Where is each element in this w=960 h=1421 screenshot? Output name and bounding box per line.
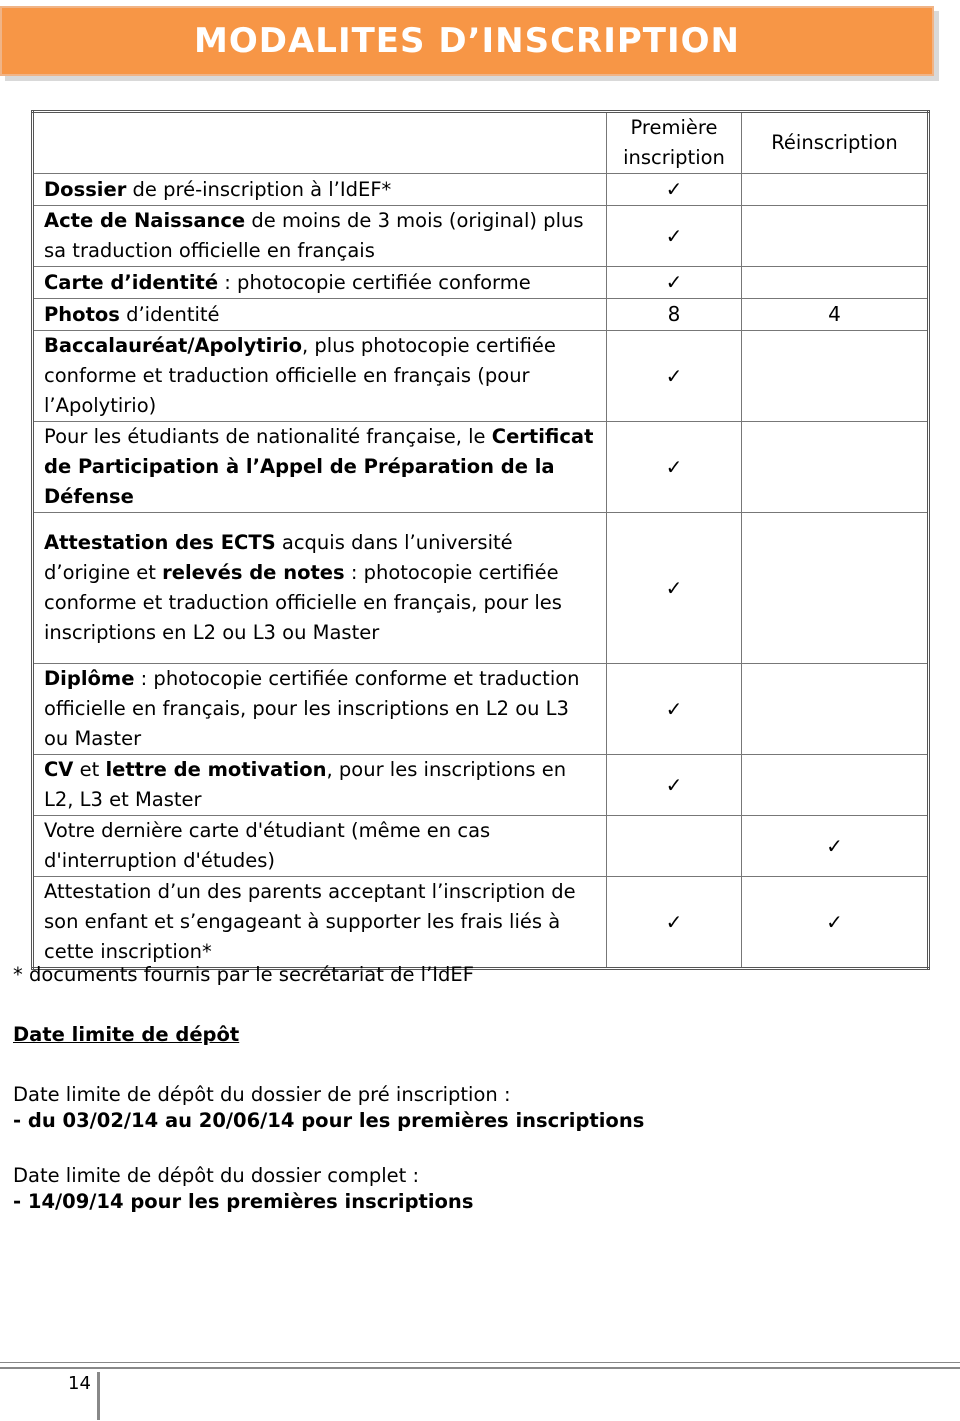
row-description-text: , plus photocopie certifiée conforme et traduction officielle en français (pour l’Apolytirio) [44,334,556,417]
row-description [33,664,607,755]
footnote: * documents fournis par le secrétariat de l’IdEF [13,963,474,986]
deadline-pre-value: - du 03/02/14 au 20/06/14 pour les premières inscriptions [13,1109,645,1132]
footer-rule [0,1362,960,1369]
table-row [33,755,929,816]
header-empty-cell [33,112,607,174]
row-description-text: de pré-inscription à l’IdEF* [126,177,392,201]
row-description [33,422,607,513]
first-inscription-cell [607,816,742,877]
reinscription-cell [742,664,929,755]
deadline-complete-file [13,1163,473,1215]
row-description-text: acquis dans l’université d’origine et [44,531,513,584]
row-description-text: : photocopie certifiée conforme et traduction officielle en français, pour les inscriptions en L2 ou L3 ou Master [44,561,562,644]
row-description-bold-text: Diplôme [44,667,135,690]
first-inscription-cell [607,664,742,755]
page-title-banner [0,6,934,76]
row-description-text: : photocopie certifiée conforme et traduction officielle en français, pour les inscriptions en L2 ou L3 ou Master [44,667,580,750]
row-description [33,331,607,422]
row-description-text: : photocopie certifiée conforme [218,270,531,294]
row-description-text: Votre dernière carte d'étudiant (même en cas d'interruption d'études) [44,819,491,872]
header-reinscription: Réinscription [742,112,929,174]
table-row [33,267,929,299]
row-description-bold-text: lettre de motivation [105,758,327,781]
table-row [33,513,929,664]
row-description-bold-text: Dossier [44,177,127,201]
first-inscription-cell [607,174,742,206]
row-description-bold-text: Baccalauréat/Apolytirio [44,334,303,357]
row-description [33,877,607,969]
row-description-bold-text: Carte d’identité [44,270,219,294]
row-description-text: Attestation d’un des parents acceptant l’inscription de son enfant et s’engageant à supporter les frais liés à cette inscription* [44,880,576,963]
cell-value: 8 [667,302,681,326]
row-description [33,206,607,267]
header-first-inscription [607,112,742,174]
reinscription-cell [742,206,929,267]
row-description-text: de moins de 3 mois (original) plus sa traduction officielle en français [44,209,584,262]
row-description [33,816,607,877]
deadline-pre-inscription [13,1082,644,1134]
table-row [33,422,929,513]
reinscription-cell [742,299,929,331]
table-row [33,174,929,206]
header-first-inscription-line1: Première [630,116,718,139]
reinscription-cell [742,755,929,816]
checkmark-icon: ✓ [665,223,683,248]
first-inscription-cell [607,422,742,513]
row-description [33,755,607,816]
checkmark-icon: ✓ [665,177,683,201]
row-description [33,513,607,664]
row-description [33,174,607,206]
deadline-pre-label: Date limite de dépôt du dossier de pré inscription : [13,1083,511,1106]
first-inscription-cell [607,755,742,816]
first-inscription-cell [607,513,742,664]
reinscription-cell [742,816,929,877]
checkmark-icon: ✓ [665,363,683,388]
row-description [33,299,607,331]
reinscription-cell [742,331,929,422]
checkmark-icon: ✓ [665,909,683,934]
header-first-inscription-line2: inscription [623,146,725,169]
first-inscription-cell [607,877,742,969]
reinscription-cell [742,174,929,206]
cell-value: 4 [828,302,841,326]
reinscription-cell [742,513,929,664]
page-title: MODALITES D’INSCRIPTION [194,21,740,61]
row-description-text: d’identité [119,302,220,326]
table-row [33,331,929,422]
first-inscription-cell [607,331,742,422]
checkmark-icon: ✓ [826,833,843,858]
row-description-bold-text: CV [44,758,74,781]
deadline-section-title: Date limite de dépôt [13,1023,240,1046]
row-description-text: et [73,758,106,781]
table-row [33,206,929,267]
row-description-bold-text: Photos [44,302,120,326]
row-description-text: , pour les inscriptions en L2, L3 et Master [44,758,567,811]
table-header-row [33,112,929,174]
table-row [33,664,929,755]
reinscription-cell [742,267,929,299]
table-row [33,816,929,877]
deadline-full-label: Date limite de dépôt du dossier complet : [13,1164,420,1187]
table-row [33,299,929,331]
checkmark-icon: ✓ [826,909,843,934]
row-description-bold-text: Attestation des ECTS [44,531,276,554]
first-inscription-cell [607,267,742,299]
reinscription-cell [742,422,929,513]
first-inscription-cell [607,299,742,331]
reinscription-cell [742,877,929,969]
checkmark-icon: ✓ [665,772,683,797]
checkmark-icon: ✓ [665,270,683,294]
checkmark-icon: ✓ [665,575,683,600]
checkmark-icon: ✓ [665,454,683,479]
row-description [33,267,607,299]
row-description-bold-text: Acte de Naissance [44,209,246,232]
table-row [33,877,929,969]
page-number: 14 [54,1372,100,1420]
deadline-full-value: - 14/09/14 pour les premières inscriptions [13,1190,474,1213]
checkmark-icon: ✓ [665,696,683,721]
row-description-bold-text: relevés de notes [162,561,345,584]
first-inscription-cell [607,206,742,267]
row-description-bold-text: Certificat de Participation à l’Appel de Préparation de la Défense [44,425,594,508]
documents-table [31,110,930,970]
row-description-text: Pour les étudiants de nationalité française, le [44,425,492,448]
